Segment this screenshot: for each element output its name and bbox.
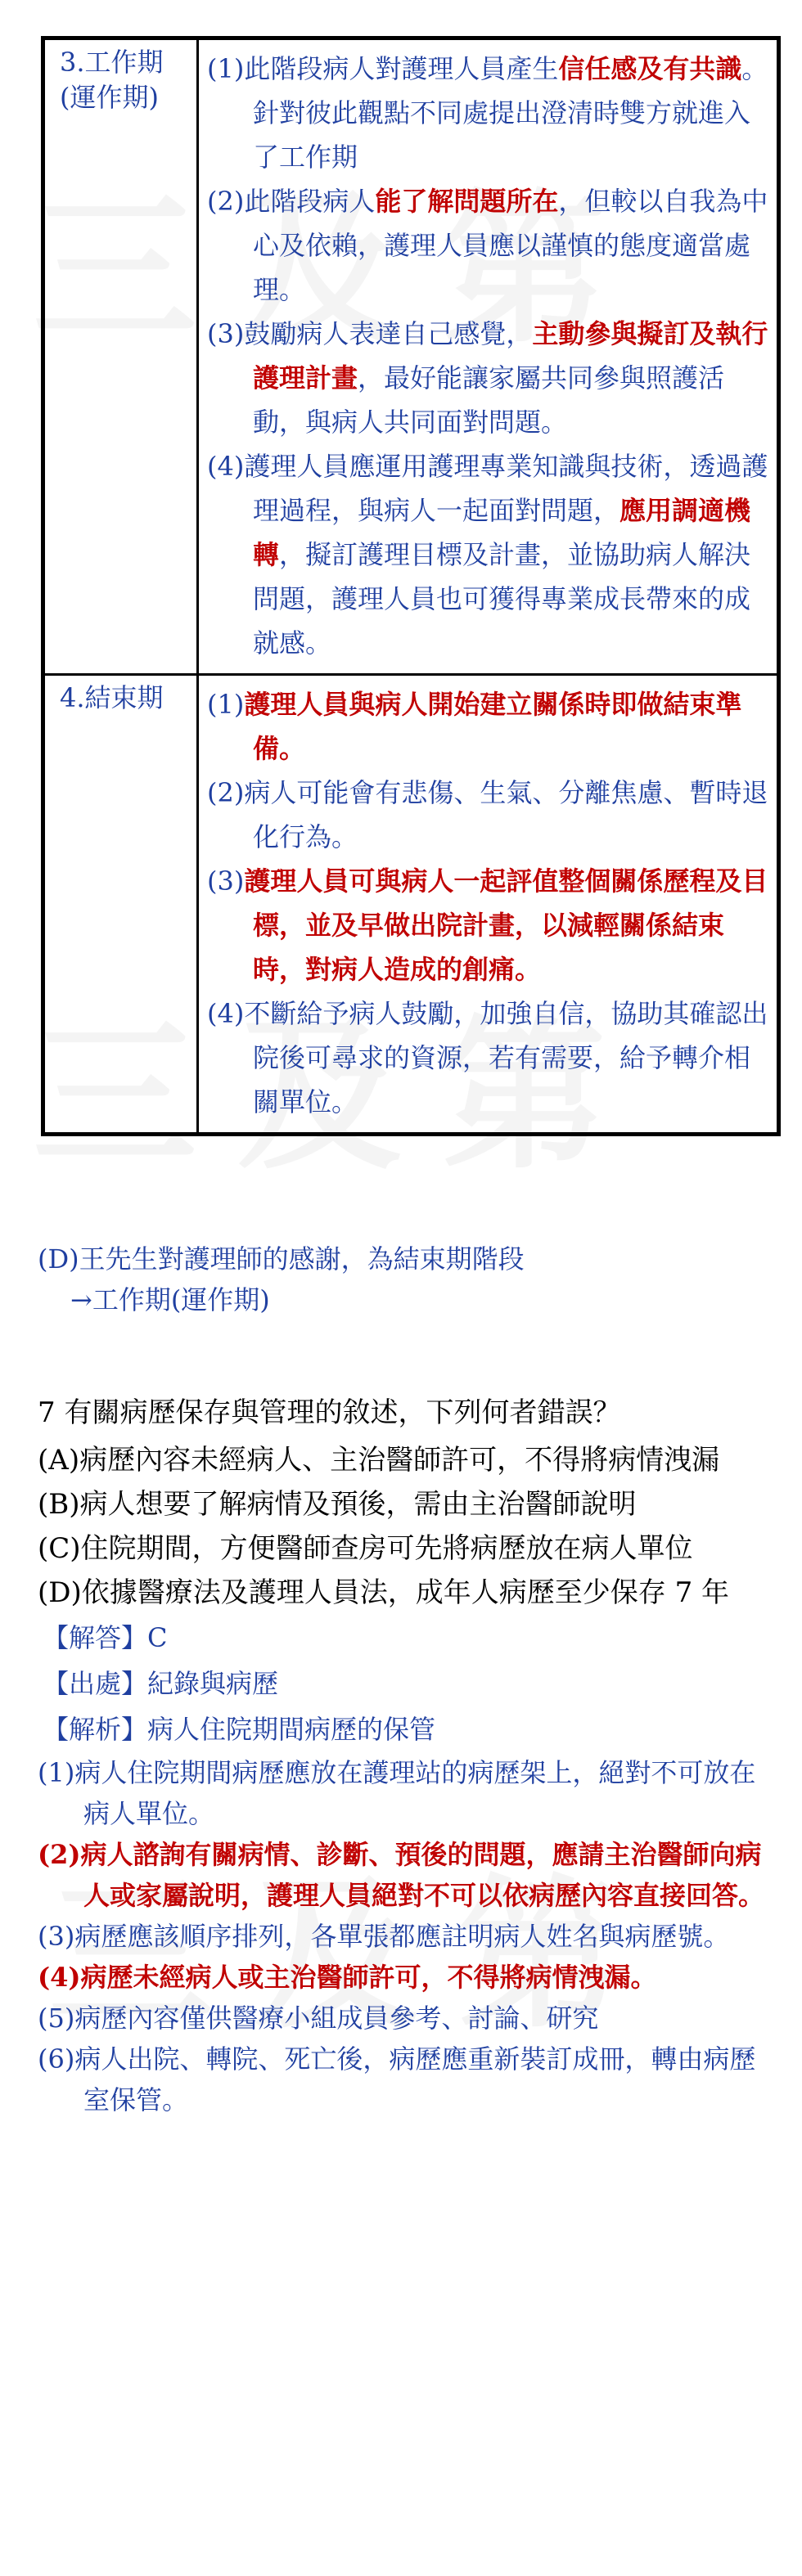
stage-item (207, 682, 770, 771)
stage-items (199, 676, 777, 1132)
body-text: (4)護理人員應運用護理專業知識與技術，透過護理過程，與病人一起面對問題， (207, 451, 768, 526)
stage-cell: 4.結束期 (45, 676, 199, 1132)
analysis-note: (3)病歷應該順序排列，各單張都應註明病人姓名與病歷號。 (38, 1921, 730, 1952)
highlight-text: 能了解問題所在 (375, 186, 559, 217)
option-a: (A)病歷內容未經病人、主治醫師許可，不得將病情洩漏 (38, 1444, 720, 1477)
stage-item (207, 179, 770, 312)
body-text: ，最好能讓家屬共同參與照護活動，與病人共同面對問題。 (253, 362, 725, 438)
relationship-phase-table (41, 36, 781, 1136)
explanation-line: →工作期(運作期) (70, 1284, 270, 1315)
stage-items (199, 40, 777, 673)
explanation-line: (D)王先生對護理師的感謝，為結束期階段 (38, 1243, 525, 1275)
stage-item (207, 859, 770, 991)
previous-answer-explanation (38, 1239, 774, 1320)
table-row-termination-phase (45, 673, 777, 1132)
highlight-text: 護理人員可與病人一起評值整個關係歷程及目標，並及早做出院計畫，以減輕關係結束時，對病人造成的創痛。 (244, 865, 768, 985)
stage-item (207, 444, 770, 665)
question-stem: 7 有關病歷保存與管理的敘述，下列何者錯誤？ (38, 1396, 621, 1429)
body-text: (1)此階段病人對護理人員產生 (207, 53, 559, 84)
body-text: (2)此階段病人 (207, 186, 376, 217)
stage-item (207, 312, 770, 444)
highlight-text: 信任感及有共識 (558, 53, 742, 84)
body-text: (1) (207, 689, 245, 720)
body-text: (4)不斷給予病人鼓勵，加強自信，協助其確認出院後可尋求的資源，若有需要，給予轉介相關單位。 (207, 998, 768, 1117)
body-text: ，擬訂護理目標及計畫，並協助病人解決問題，護理人員也可獲得專業成長帶來的成就感。 (253, 539, 751, 659)
body-text: (2)病人可能會有悲傷、生氣、分離焦慮、暫時退化行為。 (207, 777, 768, 852)
body-text: (3)鼓勵病人表達自己感覺， (207, 318, 533, 349)
body-text: ，但較以自我為中心及依賴，護理人員應以謹慎的態度適當處理。 (253, 186, 768, 305)
analysis-note: (1)病人住院期間病歷應放在護理站的病歷架上，絕對不可放在病人單位。 (38, 1757, 756, 1829)
analysis-note: (2)病人諮詢有關病情、診斷、預後的問題，應請主治醫師向病人或家屬說明，護理人員絕對不可以依病歷內容直接回答。 (38, 1839, 765, 1911)
analysis-note: (4)病歷未經病人或主治醫師許可，不得將病情洩漏。 (38, 1962, 657, 1993)
option-c: (C)住院期間，方便醫師查房可先將病歷放在病人單位 (38, 1532, 693, 1565)
option-d: (D)依據醫療法及護理人員法，成年人病歷至少保存 7 年 (38, 1576, 730, 1609)
table-row-working-phase (45, 40, 777, 673)
analysis-label: 【解析】病人住院期間病歷的保管 (43, 1714, 436, 1745)
stage-item (207, 47, 770, 179)
analysis-note: (5)病歷內容僅供醫療小組成員參考、討論、研究 (38, 2003, 599, 2034)
question-7 (38, 1391, 774, 2120)
stage-cell: 3.工作期(運作期) (45, 40, 199, 673)
highlight-text: 應用調適機轉 (253, 495, 751, 570)
highlight-text: 主動參與擬訂及執行護理計畫 (253, 318, 768, 393)
stage-item (207, 991, 770, 1124)
highlight-text: 護理人員與病人開始建立關係時即做結束準備。 (244, 689, 742, 764)
source-label: 【出處】紀錄與病歷 (43, 1668, 279, 1699)
analysis-note: (6)病人出院、轉院、死亡後，病歷應重新裝訂成冊，轉由病歷室保管。 (38, 2043, 756, 2115)
answer-label: 【解答】C (43, 1622, 168, 1653)
body-text: 。針對彼此觀點不同處提出澄清時雙方就進入了工作期 (253, 53, 768, 173)
body-text: (3) (207, 865, 245, 897)
stage-item (207, 771, 770, 859)
option-b: (B)病人想要了解病情及預後，需由主治醫師說明 (38, 1488, 637, 1521)
